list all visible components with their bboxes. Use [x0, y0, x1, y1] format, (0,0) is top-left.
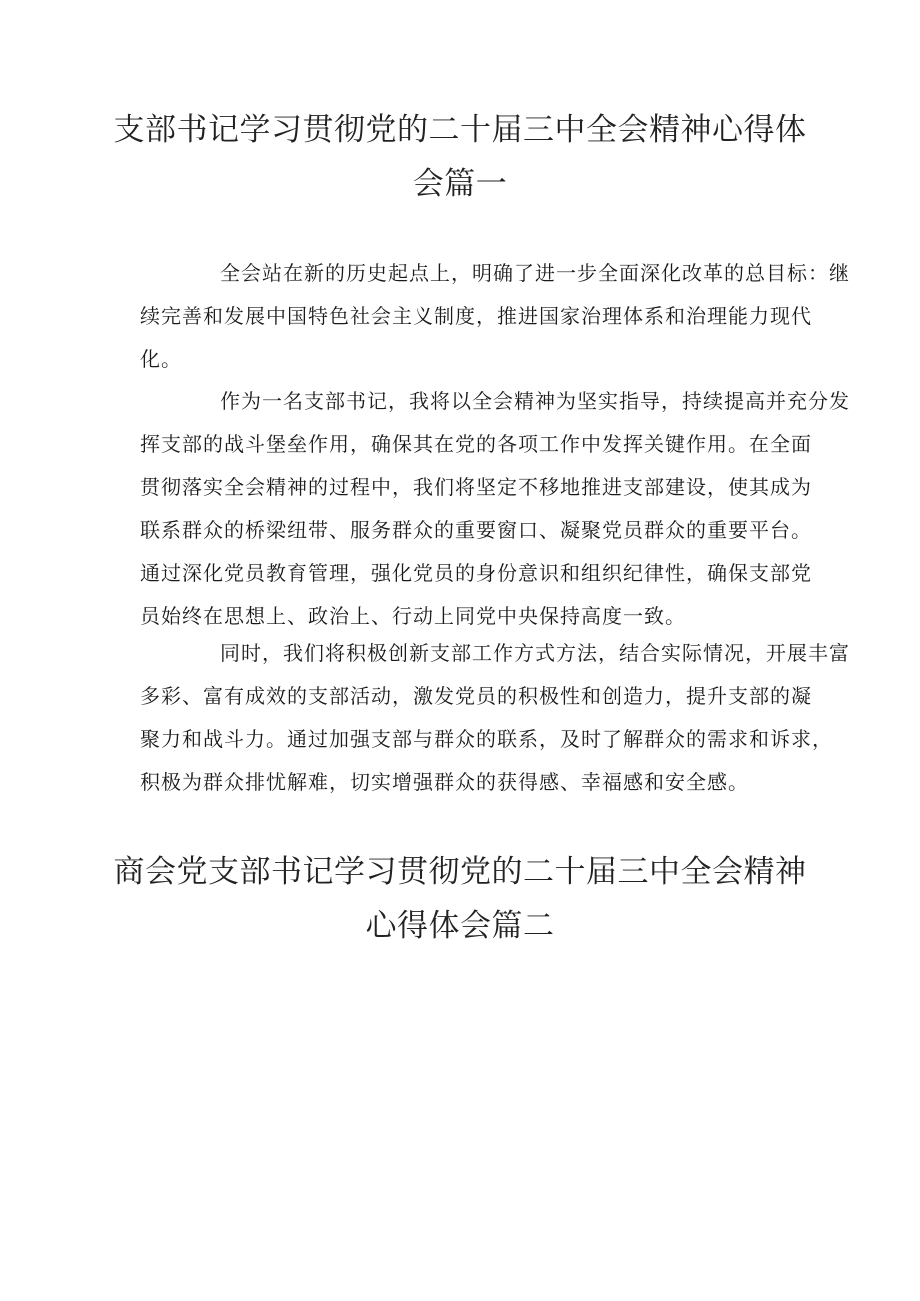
- paragraph-line: 同时，我们将积极创新支部工作方式方法，结合实际情况，开展丰富: [220, 641, 850, 665]
- paragraph: [140, 380, 850, 638]
- title-line: 支部书记学习贯彻党的二十届三中全会精神心得体: [113, 112, 807, 148]
- paragraph-line: 通过深化党员教育管理，强化党员的身份意识和组织纪律性，确保支部党: [140, 561, 812, 585]
- paragraph-line: 全会站在新的历史起点上，明确了进一步全面深化改革的总目标：继: [220, 261, 850, 285]
- section-title-one: [100, 103, 820, 211]
- paragraph-line: 续完善和发展中国特色社会主义制度，推进国家治理体系和治理能力现代: [140, 304, 812, 328]
- paragraph-one: [140, 252, 850, 381]
- paragraph: [140, 632, 850, 804]
- paragraph-line: 挥支部的战斗堡垒作用，确保其在党的各项工作中发挥关键作用。在全面: [140, 432, 812, 456]
- paragraph-line: 员始终在思想上、政治上、行动上同党中央保持高度一致。: [140, 604, 686, 628]
- paragraph-line: 联系群众的桥梁纽带、服务群众的重要窗口、凝聚党员群众的重要平台。: [140, 518, 812, 542]
- paragraph-line: 化。: [140, 347, 182, 371]
- section-title-two: [100, 845, 820, 953]
- title-line: 会篇一: [412, 166, 508, 202]
- paragraph-line: 聚力和战斗力。通过加强支部与群众的联系，及时了解群众的需求和诉求，: [140, 727, 833, 751]
- title-line: 商会党支部书记学习贯彻党的二十届三中全会精神: [113, 854, 807, 890]
- paragraph: [140, 252, 850, 381]
- paragraph-line: 作为一名支部书记，我将以全会精神为坚实指导，持续提高并充分发: [220, 389, 850, 413]
- title-line: 心得体会篇二: [365, 908, 555, 944]
- paragraph-two: [140, 380, 850, 638]
- paragraph-line: 贯彻落实全会精神的过程中，我们将坚定不移地推进支部建设，使其成为: [140, 475, 812, 499]
- paragraph-three: [140, 632, 850, 804]
- paragraph-line: 多彩、富有成效的支部活动，激发党员的积极性和创造力，提升支部的凝: [140, 684, 812, 708]
- paragraph-line: 积极为群众排忧解难，切实增强群众的获得感、幸福感和安全感。: [140, 770, 749, 794]
